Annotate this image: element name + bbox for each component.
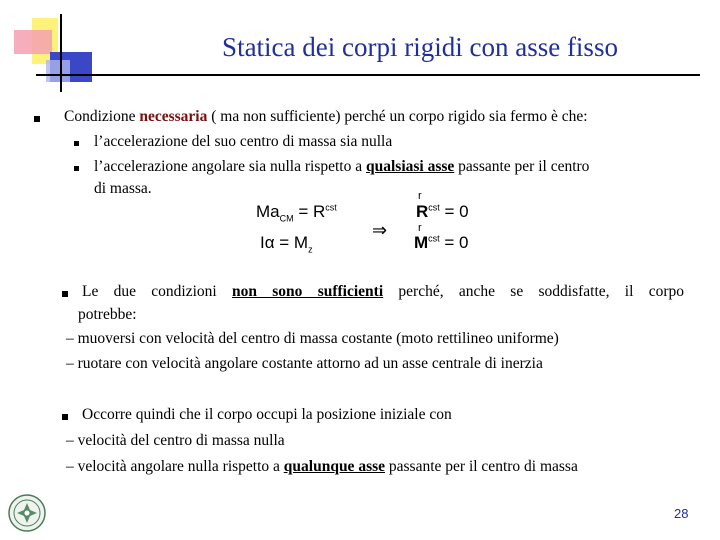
eq-r-eq-zero: = 0 — [439, 202, 469, 221]
eq-m-cst: cst — [428, 233, 440, 244]
bullet-2-em: non sono sufficienti — [232, 283, 384, 300]
bullet-3-text: Occorre quindi che il corpo occupi la posizione iniziale con — [82, 406, 452, 423]
eq-ialpha: Iα = M — [260, 233, 309, 252]
vector-mark-r: r — [418, 190, 422, 202]
equation-r-zero — [416, 202, 469, 222]
sub-bullet-2-pre: l’accelerazione angolare sia nulla rispetto a — [94, 158, 366, 175]
bullet-marker — [34, 116, 40, 122]
eq-cm-sub: CM — [279, 213, 294, 224]
sub-bullet-2-em: qualsiasi asse — [365, 158, 455, 175]
eq-r-bold: R — [416, 202, 429, 221]
bullet-2-dash-2: – ruotare con velocità angolare costante attorno ad un asse centrale di inerzia — [66, 355, 543, 372]
eq-r-cst: cst — [428, 202, 440, 213]
equation-newton — [256, 202, 337, 223]
bullet-marker — [62, 414, 68, 420]
bullet-1-text — [64, 106, 588, 128]
bullet-2-post: perché, anche se soddisfatte, il corpo — [383, 283, 684, 300]
bullet-3-dash-2-pre: – velocità angolare nulla rispetto a — [66, 458, 284, 475]
bullet-1-pre: Condizione — [64, 108, 140, 125]
title-underline — [36, 74, 700, 76]
page-number: 28 — [674, 506, 689, 521]
bullet-2-text — [82, 281, 684, 303]
bullet-1-post: ( ma non sufficiente) perché un corpo rigido sia fermo è che: — [207, 108, 588, 125]
sub-bullet-1: l’accelerazione del suo centro di massa sia nulla — [94, 133, 393, 150]
equation-rotation — [260, 233, 313, 254]
bullet-3-dash-2-em: qualunque asse — [283, 458, 386, 475]
eq-m-bold: M — [414, 233, 429, 252]
eq-ma: Ma — [256, 202, 280, 221]
vector-mark-m: r — [418, 222, 422, 234]
bullet-3-dash-2 — [66, 456, 578, 478]
sub-bullet-marker — [74, 141, 79, 146]
bullet-3-dash-1: – velocità del centro di massa nulla — [66, 432, 285, 449]
sub-bullet-2 — [94, 156, 589, 178]
slide-title: Statica dei corpi rigidi con asse fisso — [222, 32, 618, 62]
sub-bullet-marker — [74, 166, 79, 171]
equation-m-zero — [414, 233, 469, 253]
decor-red-square — [14, 30, 52, 54]
bullet-2-dash-1: – muoversi con velocità del centro di massa costante (moto rettilineo uniforme) — [66, 330, 559, 347]
bullet-3-dash-2-post: passante per il centro di massa — [385, 458, 578, 475]
bullet-2-continued: potrebbe: — [78, 306, 137, 323]
eq-cst-sup: cst — [325, 202, 337, 213]
eq-z-sub: z — [308, 244, 313, 255]
eq-m-eq-zero: = 0 — [439, 233, 469, 252]
sub-bullet-2-post: passante per il centro — [454, 158, 590, 175]
eq-r: = R — [293, 202, 326, 221]
implies-arrow: ⇒ — [372, 220, 388, 241]
bullet-marker — [62, 291, 68, 297]
decor-lightblue-square — [46, 60, 70, 82]
decor-vertical-line — [60, 14, 62, 92]
bullet-2-pre: Le due condizioni — [82, 283, 232, 300]
bullet-1-highlight: necessaria — [139, 108, 208, 125]
sub-bullet-2-continued: di massa. — [94, 180, 152, 197]
university-seal-icon — [8, 494, 46, 532]
